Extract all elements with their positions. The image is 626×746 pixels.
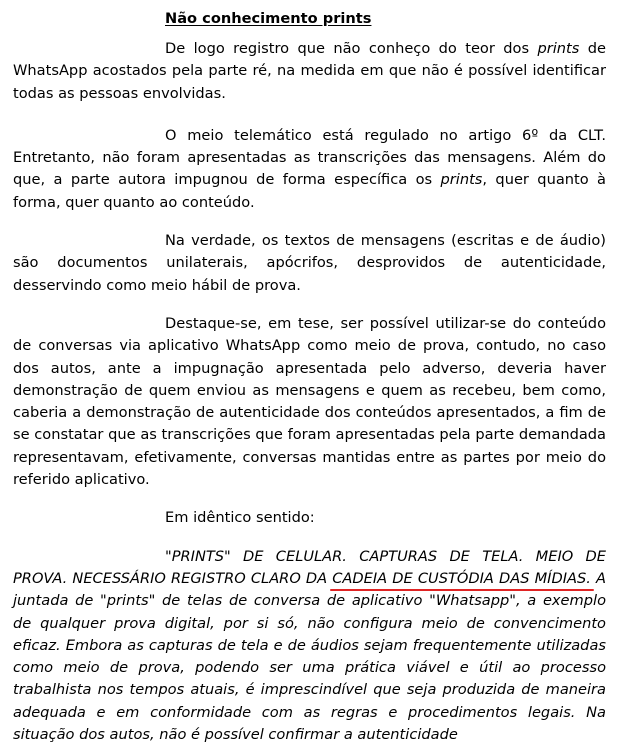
paragraph-same-sense: Em idêntico sentido: bbox=[165, 509, 315, 527]
section-heading: Não conhecimento prints bbox=[165, 10, 372, 27]
paragraph-text: , quer quanto à forma, quer quanto ao conteúdo. bbox=[13, 171, 606, 211]
paragraph-text: De logo registro que não conheço do teor dos bbox=[165, 40, 538, 57]
paragraph-unilateral-documents: Na verdade, os textos de mensagens (escritas e de áudio) são documentos unilaterais, apócrifos, desprovidos de autenticidade, desservindo como meio hábil de prova. bbox=[13, 232, 606, 294]
document-page bbox=[13, 8, 606, 746]
paragraph-telematic-means bbox=[13, 125, 606, 214]
quote-text: "PRINTS" DE CELULAR. CAPTURAS DE TELA. MEIO DE PROVA. NECESSÁRIO REGISTRO CLARO DA bbox=[13, 547, 606, 587]
paragraph-authenticity: Destaque-se, em tese, ser possível utilizar-se do conteúdo de conversas via aplicativo WhatsApp como meio de prova, contudo, no caso dos autos, ante a impugnação apresentada pelo adverso, deveria haver demonstração de quem enviou as mensagens e quem as recebeu, bem como, caberia a demonstração de autenticidade dos conteúdos apresentados, a fim de se constatar que as transcrições que foram apresentadas pela parte demandada representavam, efetivamente, conversas mantidas entre as partes por meio do referido aplicativo. bbox=[13, 314, 606, 489]
case-law-quote bbox=[13, 546, 606, 746]
italic-term: prints bbox=[440, 171, 483, 189]
paragraph-prints-not-recognized bbox=[13, 38, 606, 105]
paragraph-text: de WhatsApp acostados pela parte ré, na medida em que não é possível identificar todas as pessoas envolvidas. bbox=[13, 40, 606, 102]
quote-text: A juntada de "prints" de telas de conversa de aplicativo "Whatsapp", a exemplo de qualquer prova digital, por si só, não configura meio de convencimento eficaz. Embora as capturas de tela e de áudios sejam frequentemente utilizadas como meio de prova, podendo ser uma prática viável e útil ao processo trabalhista nos tempos atuais, é imprescindível que seja produzida de maneira adequada e em conformidade com as regras e procedimentos legais. Na situação dos autos, não é possível confirmar a autenticidade bbox=[13, 569, 606, 744]
italic-term: prints bbox=[537, 40, 580, 57]
paragraph-text: O meio telemático está regulado no artigo 6º da CLT. Entretanto, não foram apresentadas as transcrições das mensagens. Além do que, a parte autora impugnou de forma específica os bbox=[13, 126, 606, 189]
highlighted-phrase: CADEIA DE CUSTÓDIA DAS MÍDIAS. bbox=[332, 569, 591, 587]
